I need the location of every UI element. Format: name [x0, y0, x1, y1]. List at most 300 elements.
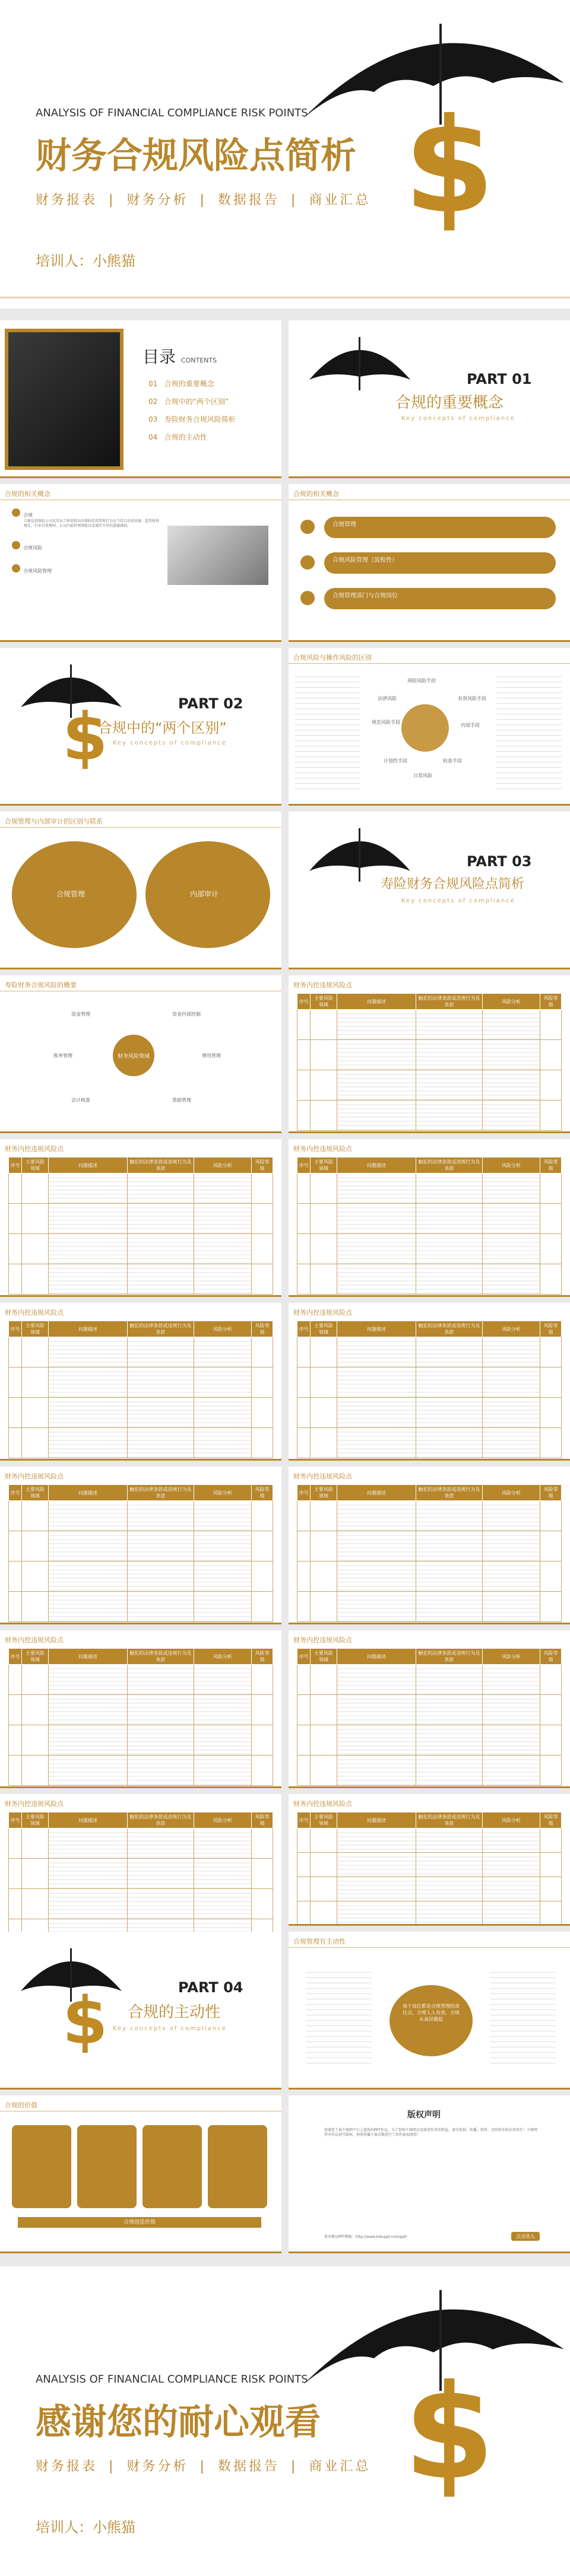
- part-title: 合规的主动性: [128, 2003, 221, 2021]
- value-card: [77, 2125, 137, 2208]
- table-header-cell: 触犯的法律条款或违规行为及条款: [416, 1321, 482, 1337]
- table-header-cell: 主要风险领域: [22, 1812, 49, 1828]
- table-cell: [297, 1901, 311, 1926]
- table-cell: [9, 1592, 22, 1622]
- table-cell: [22, 1859, 49, 1889]
- table-cell: [48, 1398, 128, 1428]
- table-cell: [252, 1889, 273, 1919]
- toc-item[interactable]: [148, 375, 236, 393]
- slide-title: 寿险财务合规风险的概要: [5, 981, 77, 989]
- relation-slide: [289, 648, 570, 806]
- table-cell: [311, 1501, 337, 1531]
- toc-title: [142, 344, 217, 368]
- table-cell: [297, 1561, 311, 1592]
- table-row: [9, 1337, 273, 1367]
- active-center-text: 每个岗位都是合规管理的责任点，合规人人有责，合规从高层做起: [403, 2003, 460, 2022]
- table-cell: [337, 1531, 416, 1561]
- table-cell: [540, 1337, 562, 1367]
- table-header-cell: 问题描述: [337, 1485, 416, 1501]
- table-cell: [252, 1725, 273, 1756]
- table-cell: [540, 1561, 562, 1592]
- table-header-cell: 序号: [297, 1485, 311, 1501]
- table-cell: [194, 1756, 252, 1786]
- table-header-cell: 序号: [297, 1812, 311, 1828]
- footer-line: [289, 2088, 570, 2090]
- table-row: [297, 1428, 562, 1458]
- slide-title: 财务内控违规风险点: [293, 1145, 352, 1153]
- table-cell: [416, 1695, 482, 1725]
- table-cell: [297, 1756, 311, 1786]
- table-cell: [48, 1428, 128, 1458]
- copyright-title: 版权声明: [407, 2110, 441, 2120]
- circle-icon: [300, 555, 315, 570]
- table-cell: [252, 1665, 273, 1695]
- table-cell: [311, 1070, 337, 1101]
- table-header-cell: 序号: [9, 1812, 22, 1828]
- table-row: [297, 1234, 562, 1264]
- copyright-body: 感谢您下载千图网平台上提供的PPT作品，为了您和千图网以及原创作者的利益，请勿复制、传播、销售，否则将承担法律责任！千图网将对作品进行维权，按照传播下载次数进行十倍的索取赔偿！: [324, 2128, 537, 2137]
- table-row: [9, 1531, 273, 1561]
- table-header-cell: 问题描述: [337, 1812, 416, 1828]
- risk-table-slide: [289, 1794, 570, 1926]
- toc-item[interactable]: [148, 393, 236, 411]
- table-cell: [482, 1725, 540, 1756]
- table-header-cell: 触犯的法律条款或违规行为及条款: [416, 1157, 482, 1173]
- table-cell: [311, 1877, 337, 1901]
- table-header-cell: 问题描述: [337, 1157, 416, 1173]
- table-cell: [128, 1531, 194, 1561]
- table-cell: [337, 1173, 416, 1204]
- table-row: [9, 1889, 273, 1919]
- table-header-cell: 主要风险领域: [311, 1649, 337, 1665]
- footer-line: [0, 297, 570, 298]
- table-cell: [311, 1665, 337, 1695]
- table-cell: [9, 1695, 22, 1725]
- table-cell: [22, 1695, 49, 1725]
- table-row: [9, 1367, 273, 1398]
- table-header-row: [297, 994, 562, 1010]
- table-row: [9, 1204, 273, 1234]
- table-row: [9, 1859, 273, 1889]
- table-cell: [22, 1173, 49, 1204]
- slide-title: 财务内控违规风险点: [293, 1636, 352, 1644]
- table-row: [297, 1853, 562, 1877]
- toc-text: 合规中的“两个区别”: [164, 397, 229, 406]
- table-cell: [252, 1428, 273, 1458]
- table-header-cell: 风险分析: [194, 1157, 252, 1173]
- table-row: [297, 1877, 562, 1901]
- footer-line: [289, 476, 570, 478]
- table-cell: [194, 1173, 252, 1204]
- risk-table-slide: [0, 1467, 281, 1624]
- table-cell: [482, 1592, 540, 1622]
- tag-separator: |: [200, 193, 207, 208]
- table-cell: [416, 1561, 482, 1592]
- table-row: [297, 1665, 562, 1695]
- table-cell: [540, 1531, 562, 1561]
- table-cell: [22, 1264, 49, 1295]
- slide-title: 财务内控违规风险点: [293, 1473, 352, 1480]
- concept-body: 合规是指保险公司及其员工和营销员的保险经营管理行为应当符合法律法规、监管机构规定、行业自律规则、公司内部管理制度以及诚实守信的道德准则。: [24, 519, 160, 528]
- risk-table-slide: [0, 1630, 281, 1788]
- table-cell: [482, 1367, 540, 1398]
- table-cell: [337, 1367, 416, 1398]
- table-cell: [416, 1398, 482, 1428]
- table-cell: [128, 1828, 194, 1859]
- table-cell: [311, 1531, 337, 1561]
- value-arrow-label: 合规创造价值: [123, 2219, 156, 2225]
- table-header-cell: 问题描述: [48, 1485, 128, 1501]
- table-cell: [48, 1725, 128, 1756]
- table-cell: [252, 1234, 273, 1264]
- risk-table-slide: [0, 1139, 281, 1297]
- cover-tag: 财务分析: [126, 193, 189, 208]
- diff-label-right: 内部审计: [190, 890, 219, 898]
- footer-line: [0, 804, 281, 806]
- toc-title-text: 目录: [142, 347, 176, 367]
- table-cell: [9, 1665, 22, 1695]
- table-cell: [416, 1337, 482, 1367]
- risk-table-slide: [0, 1303, 281, 1461]
- table-cell: [297, 1665, 311, 1695]
- table-cell: [482, 1828, 540, 1853]
- concept-item-label: 合规风险管理: [23, 568, 52, 574]
- table-cell: [416, 1173, 482, 1204]
- table-cell: [252, 1859, 273, 1889]
- table-cell: [252, 1337, 273, 1367]
- table-cell: [252, 1264, 273, 1295]
- table-header-cell: 风险分析: [482, 1812, 540, 1828]
- dollar-icon: $: [62, 1983, 108, 2059]
- end-slide: [0, 2266, 570, 2576]
- umbrella-icon: [306, 332, 413, 392]
- table-header-cell: 风险等级: [252, 1812, 273, 1828]
- relation-center: [401, 704, 449, 752]
- table-cell: [540, 1695, 562, 1725]
- concept-list: [12, 508, 160, 575]
- table-header-cell: 序号: [297, 1649, 311, 1665]
- table-row: [297, 1204, 562, 1234]
- table-cell: [22, 1398, 49, 1428]
- table-row: [9, 1501, 273, 1531]
- table-cell: [482, 1428, 540, 1458]
- table-header-cell: 主要风险领域: [22, 1485, 49, 1501]
- table-cell: [48, 1828, 128, 1859]
- table-cell: [416, 1204, 482, 1234]
- end-tag: 商业汇总: [309, 2459, 371, 2474]
- table-cell: [128, 1501, 194, 1531]
- table-cell: [252, 1531, 273, 1561]
- risk-table-slide: [289, 1303, 570, 1461]
- table-row: [9, 1264, 273, 1295]
- table-header-cell: 问题描述: [48, 1649, 128, 1665]
- concept2-bar: [324, 552, 556, 574]
- enter-button[interactable]: 点击进入: [511, 2232, 540, 2241]
- table-header-cell: 主要风险领域: [311, 1321, 337, 1337]
- table-row: [297, 1592, 562, 1622]
- table-header-cell: 问题描述: [337, 1321, 416, 1337]
- bullet-icon: [12, 508, 20, 517]
- table-cell: [482, 1901, 540, 1926]
- value-card: [12, 2125, 71, 2208]
- table-cell: [297, 1428, 311, 1458]
- tag-separator: |: [290, 193, 298, 208]
- cycle-node: 票据管理: [172, 1098, 191, 1103]
- table-cell: [297, 1531, 311, 1561]
- cover-tag: 财务报表: [36, 193, 98, 208]
- cycle-slide: [0, 975, 281, 1133]
- cover-trainer: 培训人：小熊猫: [36, 253, 135, 269]
- table-header-cell: 触犯的法律条款或违规行为及条款: [128, 1812, 194, 1828]
- value-card: [142, 2125, 202, 2208]
- table-row: [297, 1501, 562, 1531]
- risk-table: [8, 1812, 273, 1950]
- footer-line: [289, 1295, 570, 1297]
- bar-label: 合规管理: [332, 521, 356, 528]
- table-cell: [416, 1501, 482, 1531]
- table-cell: [311, 1204, 337, 1234]
- footer-line: [289, 804, 570, 806]
- table-cell: [48, 1367, 128, 1398]
- table-cell: [9, 1173, 22, 1204]
- table-cell: [194, 1531, 252, 1561]
- part4-slide: [0, 1932, 281, 2090]
- slide-title: 财务内控违规风险点: [5, 1800, 64, 1808]
- toc-item[interactable]: [148, 428, 236, 446]
- value-arrow: [18, 2217, 261, 2228]
- tag-separator: |: [109, 2459, 116, 2474]
- cover-en-title: ANALYSIS OF FINANCIAL COMPLIANCE RISK POINTS: [36, 107, 308, 119]
- footer-line: [289, 2251, 570, 2253]
- table-cell: [22, 1592, 49, 1622]
- part-title: 寿险财务合规风险点简析: [381, 877, 525, 892]
- table-cell: [252, 1398, 273, 1428]
- table-cell: [416, 1828, 482, 1853]
- table-cell: [194, 1725, 252, 1756]
- table-cell: [22, 1501, 49, 1531]
- part-label: PART 03: [467, 853, 532, 870]
- table-cell: [297, 1204, 311, 1234]
- table-cell: [311, 1367, 337, 1398]
- table-cell: [337, 1337, 416, 1367]
- table-cell: [297, 1592, 311, 1622]
- table-row: [9, 1665, 273, 1695]
- concept-item-label: 合规: [23, 513, 33, 518]
- table-cell: [482, 1853, 540, 1877]
- table-cell: [297, 1264, 311, 1295]
- table-cell: [540, 1234, 562, 1264]
- table-header-cell: 风险等级: [540, 1157, 562, 1173]
- footer-line: [0, 1623, 281, 1624]
- footer-line: [0, 1786, 281, 1788]
- table-cell: [48, 1695, 128, 1725]
- table-cell: [482, 1234, 540, 1264]
- table-cell: [540, 1877, 562, 1901]
- table-header-cell: 主要风险领域: [311, 1157, 337, 1173]
- table-row: [297, 1010, 562, 1040]
- end-title: 感谢您的耐心观看: [36, 2402, 321, 2443]
- table-cell: [416, 1853, 482, 1877]
- table-cell: [337, 1234, 416, 1264]
- dollar-icon: $: [404, 90, 495, 242]
- table-header-cell: 主要风险领域: [22, 1157, 49, 1173]
- table-row: [297, 1398, 562, 1428]
- table-cell: [297, 1101, 311, 1131]
- table-cell: [337, 1428, 416, 1458]
- cover-tag: 数据报告: [217, 193, 280, 208]
- table-cell: [482, 1010, 540, 1040]
- table-header-cell: 主要风险领域: [311, 994, 337, 1010]
- table-row: [297, 1101, 562, 1131]
- table-cell: [9, 1428, 22, 1458]
- part-title: 合规中的“两个区别”: [98, 720, 227, 736]
- table-cell: [22, 1756, 49, 1786]
- active-slide: [289, 1932, 570, 2090]
- table-cell: [9, 1501, 22, 1531]
- table-row: [297, 1695, 562, 1725]
- table-row: [297, 1756, 562, 1786]
- table-cell: [194, 1398, 252, 1428]
- part-label: PART 02: [178, 695, 243, 712]
- table-row: [297, 1264, 562, 1295]
- dollar-icon: $: [404, 2356, 495, 2508]
- part-label: PART 01: [467, 371, 532, 387]
- text-column-right: [496, 672, 562, 790]
- concept-slide: [0, 484, 281, 642]
- table-cell: [416, 1010, 482, 1040]
- table-row: [9, 1725, 273, 1756]
- slide-title: 财务内控违规风险点: [5, 1309, 64, 1316]
- table-row: [297, 1173, 562, 1204]
- risk-table-slide: [289, 1139, 570, 1297]
- table-cell: [540, 1010, 562, 1040]
- table-cell: [540, 1725, 562, 1756]
- table-cell: [194, 1561, 252, 1592]
- table-header-cell: 触犯的法律条款或违规行为及条款: [128, 1157, 194, 1173]
- table-cell: [540, 1901, 562, 1926]
- concept-item: [12, 508, 160, 529]
- table-cell: [482, 1561, 540, 1592]
- table-cell: [22, 1665, 49, 1695]
- table-cell: [311, 1428, 337, 1458]
- table-cell: [194, 1367, 252, 1398]
- cover-slide: [0, 0, 570, 309]
- footer-line: [289, 1623, 570, 1624]
- part-sub: Key concepts of compliance: [113, 740, 227, 746]
- table-cell: [22, 1234, 49, 1264]
- table-cell: [337, 1010, 416, 1040]
- cycle-center: [113, 1035, 154, 1076]
- table-cell: [9, 1204, 22, 1234]
- table-cell: [128, 1234, 194, 1264]
- table-header-cell: 触犯的法律条款或违规行为及条款: [416, 994, 482, 1010]
- table-cell: [482, 1398, 540, 1428]
- end-tag: 财务报表: [36, 2459, 98, 2474]
- concept-item: [12, 540, 160, 552]
- table-row: [9, 1173, 273, 1204]
- table-cell: [416, 1234, 482, 1264]
- table-cell: [48, 1665, 128, 1695]
- table-cell: [194, 1204, 252, 1234]
- copyright-site[interactable]: 更多精品PPT模板：http://www.tukuppt.com/ppt/: [324, 2235, 407, 2239]
- table-header-cell: 触犯的法律条款或违规行为及条款: [128, 1649, 194, 1665]
- value-slide: [0, 2095, 281, 2253]
- table-cell: [297, 1367, 311, 1398]
- slide-title: 财务内控违规风险点: [293, 1309, 352, 1316]
- table-cell: [311, 1234, 337, 1264]
- table-cell: [416, 1101, 482, 1131]
- table-row: [297, 1070, 562, 1101]
- end-tags: [36, 2456, 370, 2475]
- circle-icon: [300, 591, 315, 605]
- slide-title: 财务内控违规风险点: [293, 981, 352, 989]
- concept2-slide: [289, 484, 570, 642]
- table-cell: [337, 1561, 416, 1592]
- slide-title: 合规的相关概念: [293, 490, 339, 498]
- table-cell: [482, 1101, 540, 1131]
- table-cell: [297, 1501, 311, 1531]
- slide-title: 合规的价值: [5, 2101, 37, 2109]
- toc-item[interactable]: [148, 411, 236, 428]
- table-row: [297, 1828, 562, 1853]
- table-cell: [48, 1889, 128, 1919]
- bar-label: 合规管理部门与合规岗位: [332, 593, 398, 599]
- table-cell: [48, 1592, 128, 1622]
- risk-table-slide: [289, 1630, 570, 1788]
- table-header-cell: 风险等级: [252, 1157, 273, 1173]
- table-cell: [337, 1853, 416, 1877]
- table-cell: [252, 1592, 273, 1622]
- table-cell: [337, 1070, 416, 1101]
- table-cell: [540, 1173, 562, 1204]
- part-sub: Key concepts of compliance: [113, 2025, 227, 2032]
- table-cell: [416, 1665, 482, 1695]
- toc-list: [148, 375, 236, 446]
- table-header-cell: 风险分析: [482, 1649, 540, 1665]
- table-cell: [48, 1561, 128, 1592]
- table-cell: [252, 1695, 273, 1725]
- table-cell: [482, 1665, 540, 1695]
- end-tag: 财务分析: [126, 2459, 189, 2474]
- risk-table-slide: [289, 1467, 570, 1624]
- table-cell: [416, 1070, 482, 1101]
- relation-node: 规范风险手段: [372, 720, 400, 725]
- table-cell: [337, 1901, 416, 1926]
- table-cell: [194, 1501, 252, 1531]
- slide-title: 财务内控违规风险点: [5, 1473, 64, 1480]
- risk-table: [297, 1321, 562, 1458]
- table-row: [9, 1592, 273, 1622]
- table-header-cell: 风险等级: [540, 1649, 562, 1665]
- footer-line: [0, 1131, 281, 1133]
- relation-node: 计划性手段: [384, 758, 407, 764]
- table-cell: [311, 1725, 337, 1756]
- table-cell: [128, 1398, 194, 1428]
- risk-table: [297, 1157, 562, 1295]
- table-cell: [128, 1264, 194, 1295]
- table-cell: [128, 1337, 194, 1367]
- table-row: [9, 1428, 273, 1458]
- risk-table: [297, 993, 562, 1131]
- table-header-cell: 序号: [9, 1321, 22, 1337]
- table-header-cell: 主要风险领域: [311, 1485, 337, 1501]
- table-cell: [22, 1828, 49, 1859]
- concept-item-label: 合规风险: [23, 545, 43, 551]
- footer-line: [289, 1924, 570, 1926]
- table-cell: [337, 1877, 416, 1901]
- table-cell: [48, 1173, 128, 1204]
- table-cell: [540, 1828, 562, 1853]
